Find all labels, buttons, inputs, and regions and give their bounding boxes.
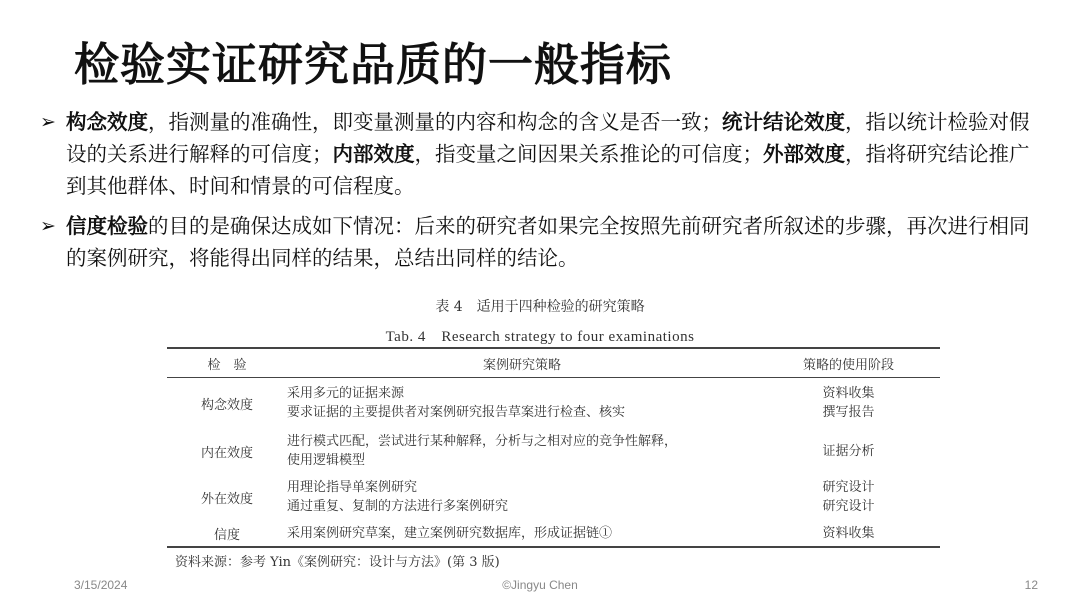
term-statistical-conclusion-validity: 统计结论效度	[722, 110, 845, 134]
strategy-line: 采用案例研究草案，建立案例研究数据库，形成证据链①	[287, 525, 613, 541]
bullet-text: ，指将研究结论推广到其他群体、时间和情景的可信程度。	[66, 142, 1030, 198]
bullet-text: 的目的是确保达成如下情况：后来的研究者如果完全按照先前研究者所叙述的步骤，再次进行相同的案例研究，将能得出同样的结果，总结出同样的结论。	[66, 214, 1030, 270]
page-number: 12	[1024, 578, 1038, 592]
table-source-note: 资料来源：参考 Yin《案例研究：设计与方法》(第 3 版)	[175, 555, 500, 570]
stage-line: 资料收集	[822, 386, 875, 401]
term-internal-validity: 内部效度	[332, 142, 415, 166]
strategy-line: 用理论指导单案例研究	[287, 480, 418, 495]
slide-title: 检验实证研究品质的一般指标	[74, 38, 673, 91]
footer-date: 3/15/2024	[74, 578, 128, 592]
cell-strategy	[287, 520, 757, 547]
term-construct-validity: 构念效度	[66, 110, 148, 134]
cell-strategy	[287, 474, 757, 520]
strategy-line: 通过重复、复制的方法进行多案例研究	[287, 499, 509, 514]
stage-line: 研究设计	[822, 499, 875, 514]
bullet-list	[40, 106, 1040, 282]
cell-test: 构念效度	[200, 397, 253, 413]
table-caption-en: Tab. 4 Research strategy to four examinations	[385, 329, 695, 345]
strategy-line: 进行模式匹配，尝试进行某种解释，分析与之相对应的竞争性解释，	[287, 434, 678, 449]
header-stage: 策略的使用阶段	[802, 357, 894, 373]
table-caption-cn: 表 4 适用于四种检验的研究策略	[435, 299, 645, 315]
stage-line: 研究设计	[822, 480, 875, 495]
cell-strategy	[287, 378, 757, 429]
strategy-line: 使用逻辑模型	[287, 453, 366, 468]
stage-line: 资料收集	[822, 525, 875, 541]
cell-strategy	[287, 428, 757, 474]
cell-test: 外在效度	[200, 491, 253, 507]
header-strategy: 案例研究策略	[482, 357, 561, 373]
bullet-reliability	[40, 210, 1040, 274]
cell-stage	[757, 520, 940, 547]
table-row	[167, 474, 940, 520]
bullet-text: ，指测量的准确性，即变量测量的内容和构念的含义是否一致；	[148, 110, 722, 134]
term-reliability-test: 信度检验	[66, 214, 148, 238]
table-row	[167, 520, 940, 547]
cell-stage	[757, 474, 940, 520]
cell-stage	[757, 428, 940, 474]
cell-test: 内在效度	[200, 445, 253, 461]
research-strategy-table	[167, 347, 940, 548]
arrow-bullet-icon: ➢	[40, 111, 56, 133]
table-row	[167, 378, 940, 429]
arrow-bullet-icon: ➢	[40, 215, 56, 237]
table-header-row	[167, 348, 940, 378]
bullet-validity	[40, 106, 1040, 202]
stage-line: 撰写报告	[822, 405, 875, 420]
footer-author: ©Jingyu Chen	[502, 578, 578, 592]
bullet-text: ，指变量之间因果关系推论的可信度；	[414, 142, 763, 166]
strategy-line: 要求证据的主要提供者对案例研究报告草案进行检查、核实	[287, 405, 626, 420]
cell-stage	[757, 378, 940, 429]
table-row	[167, 428, 940, 474]
header-test: 检 验	[207, 357, 247, 373]
stage-line: 证据分析	[822, 443, 875, 459]
bullet-text: ，指以统计检验对假设的关系进行解释的可信度；	[66, 110, 1030, 166]
term-external-validity: 外部效度	[763, 142, 845, 166]
cell-test: 信度	[213, 527, 240, 543]
strategy-line: 采用多元的证据来源	[287, 386, 405, 401]
